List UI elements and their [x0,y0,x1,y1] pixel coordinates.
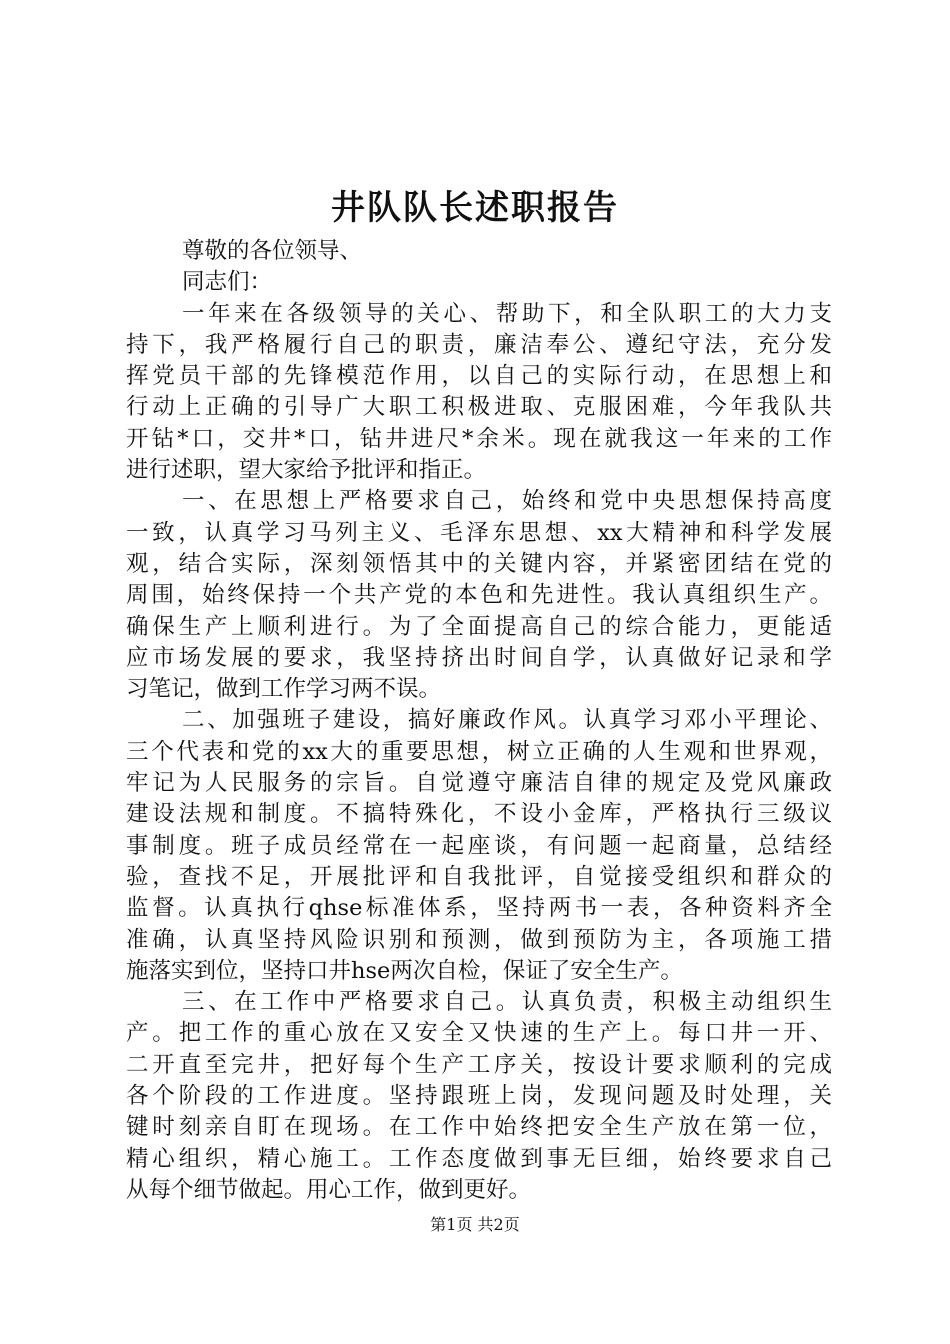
body-line: 从每个细节做起。用心工作，做到更好。 [126,1176,532,1203]
body-line: 三个代表和党的xx大的重要思想，树立正确的人生观和世界观， [126,738,832,765]
body-line: 习笔记，做到工作学习两不误。 [126,676,442,703]
body-line: 产。把工作的重心放在又安全又快速的生产上。每口井一开、 [126,1020,832,1047]
body-line: 确保生产上顺利进行。为了全面提高自己的综合能力，更能适 [126,613,832,640]
body-line: 行动上正确的引导广大职工积极进取、克服困难，今年我队共 [126,394,832,421]
page-footer: 第1页 共2页 [430,1215,520,1234]
body-line: 二、加强班子建设，搞好廉政作风。认真学习邓小平理论、 [182,707,832,734]
body-line: 周围，始终保持一个共产党的本色和先进性。我认真组织生产。 [126,582,832,609]
body-line: 二开直至完井，把好每个生产工序关，按设计要求顺利的完成 [126,1051,832,1078]
body-line: 牢记为人民服务的宗旨。自觉遵守廉洁自律的规定及党风廉政 [126,770,832,797]
body-line: 一年来在各级领导的关心、帮助下，和全队职工的大力支 [182,300,832,327]
salutation-line-2: 同志们： [182,269,273,296]
body-line: 各个阶段的工作进度。坚持跟班上岗，发现问题及时处理，关 [126,1083,832,1110]
body-line: 建设法规和制度。不搞特殊化，不设小金库，严格执行三级议 [126,801,832,828]
document-title: 井队队长述职报告 [331,188,619,228]
body-line: 准确，认真坚持风险识别和预测，做到预防为主，各项施工措 [126,926,832,953]
body-line: 一、在思想上严格要求自己，始终和党中央思想保持高度 [182,488,832,515]
body-line: 精心组织，精心施工。工作态度做到事无巨细，始终要求自己 [126,1145,832,1172]
document-body [126,236,832,1206]
body-line: 进行述职，望大家给予批评和指正。 [126,457,487,484]
body-line: 一致，认真学习马列主义、毛泽东思想、xx大精神和科学发展 [126,519,832,546]
body-line: 三、在工作中严格要求自己。认真负责，积极主动组织生 [182,989,832,1016]
salutation-line-1: 尊敬的各位领导、 [182,238,363,264]
body-line: 观，结合实际，深刻领悟其中的关键内容，并紧密团结在党的 [126,550,832,577]
body-line: 施落实到位，坚持口井hse两次自检，保证了安全生产。 [126,957,683,984]
body-line: 挥党员干部的先锋模范作用，以自己的实际行动，在思想上和 [126,363,832,390]
body-line: 应市场发展的要求，我坚持挤出时间自学，认真做好记录和学 [126,644,832,671]
body-line: 键时刻亲自盯在现场。在工作中始终把安全生产放在第一位， [126,1114,832,1141]
body-line: 开钻*口，交井*口，钻井进尺*余米。现在就我这一年来的工作 [126,425,832,452]
body-line: 验，查找不足，开展批评和自我批评，自觉接受组织和群众的 [126,863,832,890]
body-line: 事制度。班子成员经常在一起座谈，有问题一起商量，总结经 [126,832,832,859]
body-line: 持下，我严格履行自己的职责，廉洁奉公、遵纪守法，充分发 [126,331,832,358]
body-line: 监督。认真执行qhse标准体系，坚持两书一表，各种资料齐全 [126,895,832,922]
